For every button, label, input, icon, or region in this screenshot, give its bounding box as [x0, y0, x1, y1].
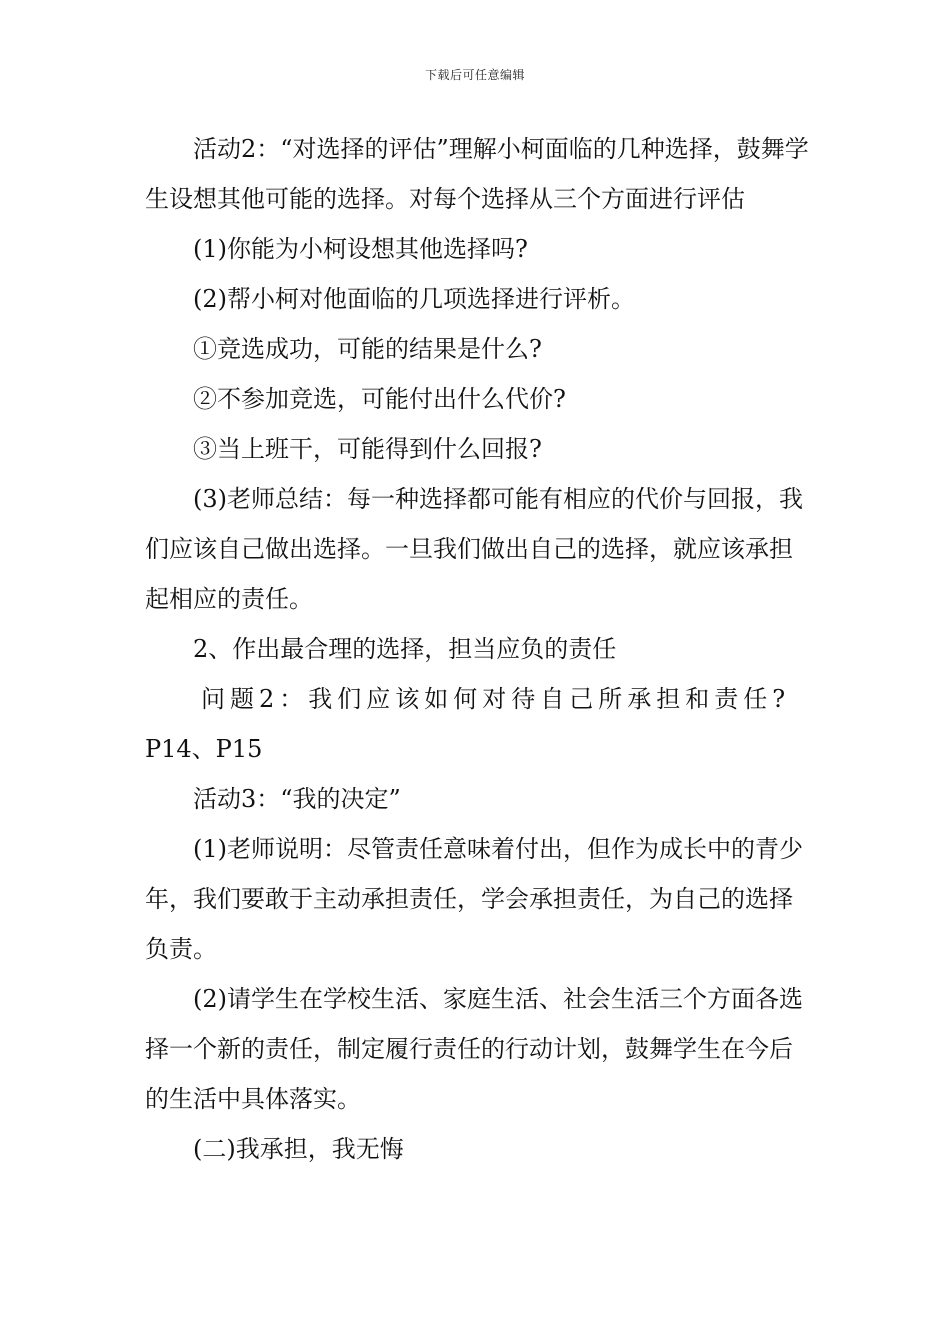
paragraph-sub-item-3: ③当上班干，可能得到什么回报?	[193, 435, 542, 463]
paragraph-page-reference: P14、P15	[145, 735, 263, 763]
paragraph-item-2: (2)帮小柯对他面临的几项选择进行评析。	[193, 285, 635, 313]
paragraph-item-3-summary: (3)老师总结：每一种选择都可能有相应的代价与回报，我们应该自己做出选择。一旦我们做出自己的选择，就应该承担起相应的责任。	[145, 485, 803, 613]
page-header: 下载后可任意编辑	[424, 68, 525, 82]
document-body	[145, 124, 810, 1174]
paragraph-activity-3-item-2: (2)请学生在学校生活、家庭生活、社会生活三个方面各选择一个新的责任，制定履行责任的行动计划，鼓舞学生在今后的生活中具体落实。	[145, 985, 803, 1113]
paragraph-section-heading-2: (二)我承担，我无悔	[193, 1135, 404, 1163]
paragraph-activity-2: 活动2：“对选择的评估”理解小柯面临的几种选择，鼓舞学生设想其他可能的选择。对每个选择从三个方面进行评估	[145, 135, 809, 213]
paragraph-section-2-heading: 2、作出最合理的选择，担当应负的责任	[193, 635, 617, 663]
paragraph-question-2: 问题2：我们应该如何对待自己所承担和责任?	[201, 685, 791, 713]
paragraph-sub-item-2: ②不参加竞选，可能付出什么代价?	[193, 385, 566, 413]
paragraph-activity-3: 活动3：“我的决定”	[193, 785, 401, 813]
paragraph-item-1: (1)你能为小柯设想其他选择吗?	[193, 235, 528, 263]
paragraph-sub-item-1: ①竞选成功，可能的结果是什么?	[193, 335, 542, 363]
paragraph-activity-3-item-1: (1)老师说明：尽管责任意味着付出，但作为成长中的青少年，我们要敢于主动承担责任，学会承担责任，为自己的选择负责。	[145, 835, 803, 963]
